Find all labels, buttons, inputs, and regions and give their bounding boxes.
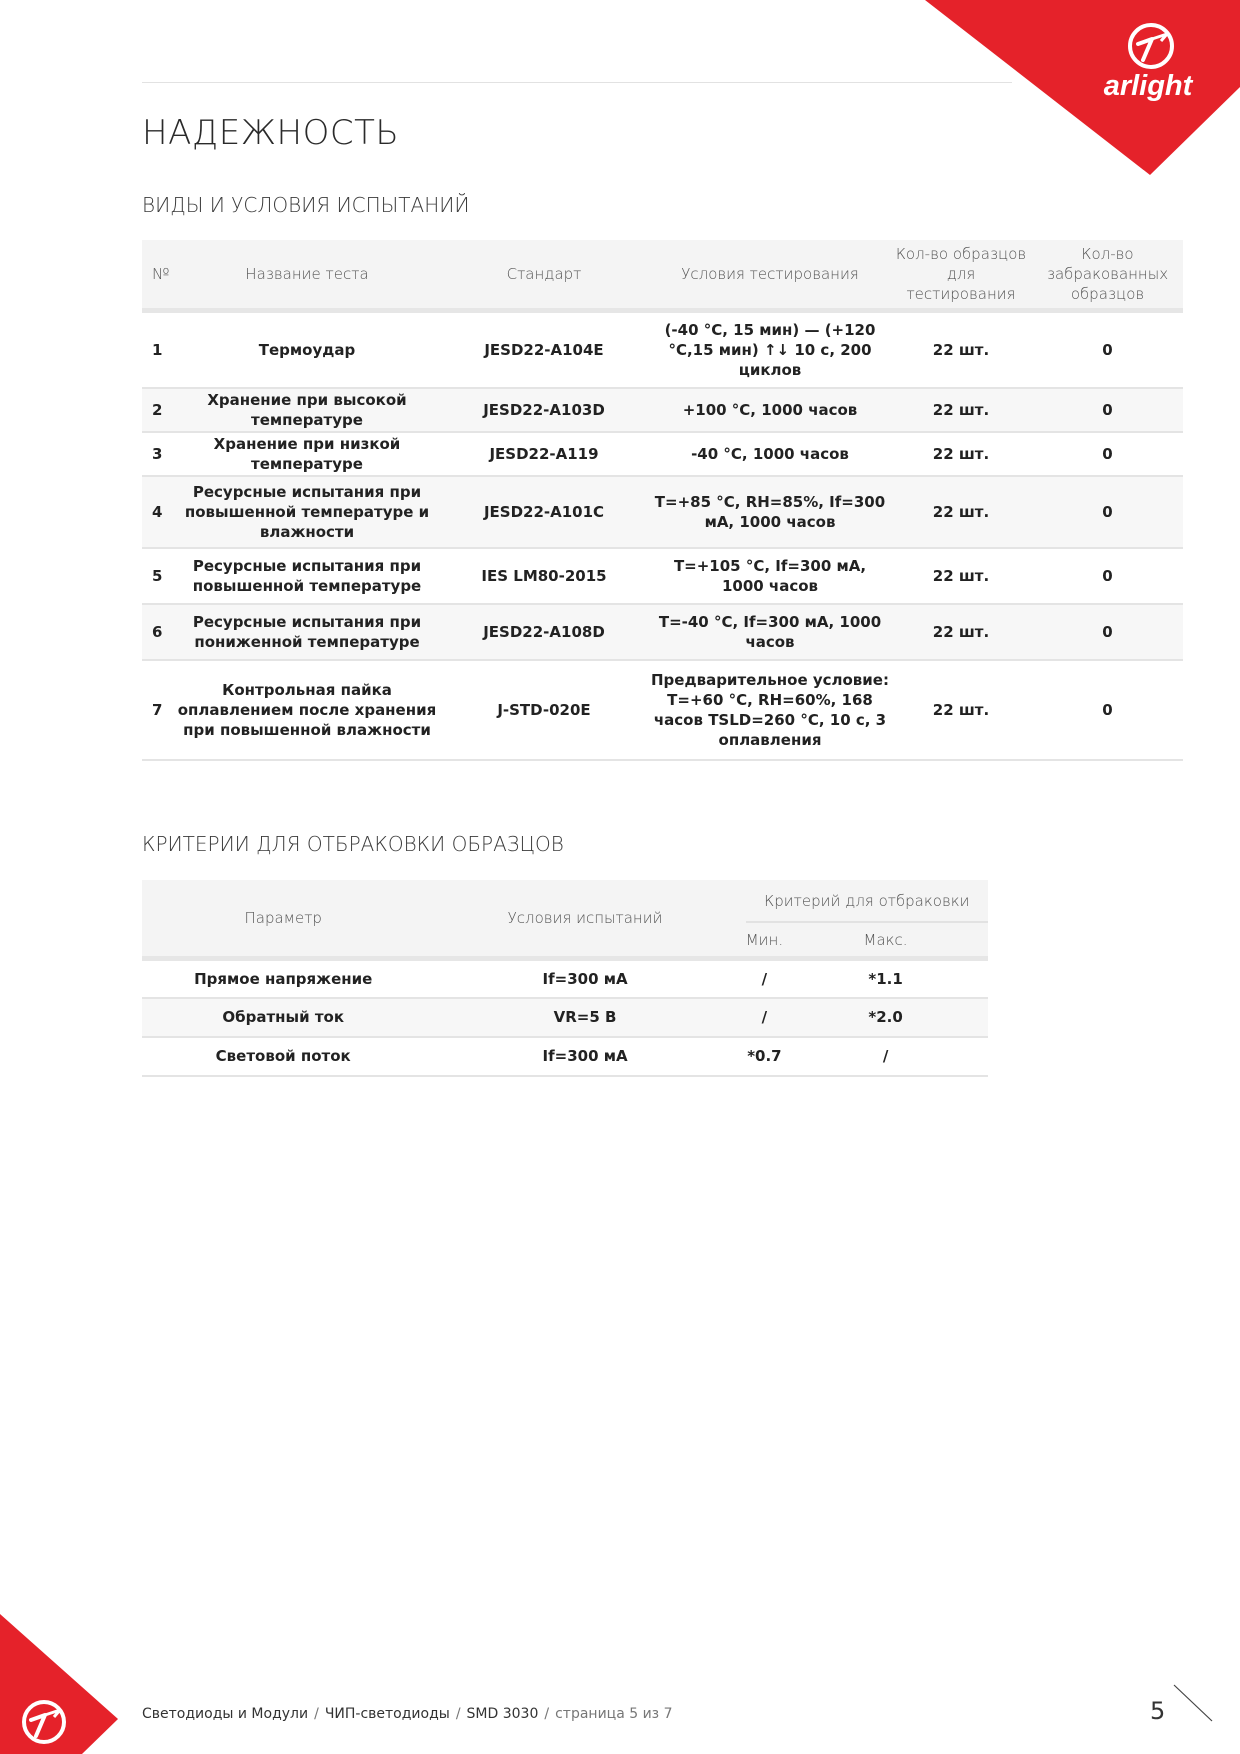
- table-row: [142, 476, 1183, 548]
- cell-number: 3: [152, 445, 163, 463]
- footer-corner-logo: [0, 1614, 120, 1754]
- col-parameter: Параметр: [142, 880, 424, 959]
- cell-samples: 22 шт.: [932, 701, 990, 719]
- cell-samples: 22 шт.: [932, 445, 990, 463]
- criteria-table-header: [142, 880, 988, 922]
- cell-number: 2: [142, 388, 176, 432]
- brand-corner-logo: [920, 0, 1240, 180]
- cell-test-conditions: If=300 мА: [542, 1047, 628, 1065]
- cell-conditions: Предварительное условие: T=+60 °C, RH=60%, 168 часов TSLD=260 °C, 10 с, 3 оплавления: [651, 671, 889, 749]
- cell-max: *1.1: [868, 969, 903, 988]
- col-min: Мин.: [746, 922, 783, 959]
- cell-parameter: Световой поток: [215, 1047, 351, 1065]
- breadcrumb-separator: /: [314, 1706, 319, 1722]
- cell-standard: J-STD-020E: [497, 701, 591, 719]
- cell-conditions: T=-40 °C, If=300 мА, 1000 часов: [650, 604, 890, 660]
- breadcrumb-item[interactable]: ЧИП-светодиоды: [324, 1706, 450, 1722]
- cell-conditions: +100 °C, 1000 часов: [650, 388, 890, 432]
- cell-test-name: Термоудар: [258, 340, 356, 359]
- footer-breadcrumb: [142, 1706, 672, 1722]
- criteria-section-title: КРИТЕРИИ ДЛЯ ОТБРАКОВКИ ОБРАЗЦОВ: [142, 832, 564, 856]
- table-row: [142, 604, 1183, 660]
- cell-rejected: 0: [1032, 388, 1183, 432]
- cell-samples: 22 шт.: [932, 567, 990, 585]
- table-row: [142, 660, 1183, 760]
- cell-min: *0.7: [747, 1047, 782, 1065]
- col-samples: Кол-во образцов для тестирования: [890, 240, 1032, 310]
- cell-samples: 22 шт.: [890, 476, 1032, 548]
- table-row: [142, 388, 1183, 432]
- cell-parameter: Обратный ток: [142, 998, 424, 1037]
- table-row: [142, 959, 988, 998]
- cell-number: 4: [142, 476, 176, 548]
- col-number: №: [142, 240, 176, 310]
- tests-table: [142, 240, 1183, 761]
- cell-number: 1: [152, 340, 163, 359]
- cell-standard: JESD22-A104E: [484, 340, 604, 359]
- cell-samples: 22 шт.: [932, 340, 990, 359]
- cell-conditions: T=+105 °C, If=300 мА, 1000 часов: [673, 557, 867, 595]
- breadcrumb-separator: /: [544, 1706, 550, 1722]
- breadcrumb-item[interactable]: Светодиоды и Модули: [142, 1706, 309, 1722]
- col-rejection-criterion: Критерий для отбраковки: [746, 880, 988, 922]
- col-test-name: Название теста: [176, 240, 438, 310]
- cell-standard: JESD22-A103D: [438, 388, 650, 432]
- cell-standard: IES LM80-2015: [481, 567, 607, 585]
- cell-rejected: 0: [1102, 701, 1113, 719]
- cell-conditions: -40 °C, 1000 часов: [691, 445, 849, 463]
- cell-number: 5: [152, 567, 163, 585]
- cell-samples: 22 шт.: [890, 388, 1032, 432]
- cell-rejected: 0: [1102, 445, 1113, 463]
- page-number: 5: [1150, 1697, 1166, 1725]
- cell-test-name: Хранение при низкой температуре: [213, 435, 401, 473]
- cell-max: *2.0: [783, 998, 988, 1037]
- page-indicator: страница 5 из 7: [555, 1706, 673, 1722]
- cell-rejected: 0: [1032, 604, 1183, 660]
- cell-rejected: 0: [1032, 476, 1183, 548]
- table-row: [142, 310, 1183, 388]
- cell-min: /: [761, 969, 768, 988]
- cell-number: 6: [142, 604, 176, 660]
- cell-standard: JESD22-A119: [489, 445, 599, 463]
- tests-table-header: [142, 240, 1183, 310]
- cell-conditions: (-40 °C, 15 мин) — (+120 °C,15 мин) ↑↓ 10 с, 200 циклов: [664, 320, 876, 379]
- page-title: НАДЕЖНОСТЬ: [142, 113, 400, 153]
- cell-test-name: Ресурсные испытания при повышенной температуре: [192, 557, 422, 595]
- cell-standard: JESD22-A101C: [438, 476, 650, 548]
- cell-rejected: 0: [1102, 340, 1113, 359]
- cell-test-name: Контрольная пайка оплавлением после хранения при повышенной влажности: [177, 681, 437, 739]
- cell-min: /: [746, 998, 783, 1037]
- cell-parameter: Прямое напряжение: [194, 969, 373, 988]
- table-row: [142, 548, 1183, 604]
- col-test-conditions: Условия испытаний: [424, 880, 745, 959]
- cell-standard: JESD22-A108D: [438, 604, 650, 660]
- cell-samples: 22 шт.: [890, 604, 1032, 660]
- col-conditions: Условия тестирования: [650, 240, 890, 310]
- brand-wordmark: arlight: [1103, 70, 1193, 102]
- breadcrumb-item[interactable]: SMD 3030: [466, 1706, 539, 1722]
- col-max: Макс.: [783, 922, 988, 959]
- cell-test-conditions: VR=5 В: [424, 998, 745, 1037]
- cell-test-name: Ресурсные испытания при пониженной температуре: [176, 604, 438, 660]
- breadcrumb-separator: /: [455, 1706, 461, 1722]
- criteria-table: [142, 880, 988, 1077]
- cell-rejected: 0: [1102, 567, 1113, 585]
- page-slash-decoration: [1172, 1683, 1216, 1723]
- table-row: [142, 1037, 988, 1076]
- tests-section-title: ВИДЫ И УСЛОВИЯ ИСПЫТАНИЙ: [142, 193, 470, 217]
- header-rule: [142, 82, 1012, 83]
- cell-test-name: Хранение при высокой температуре: [176, 388, 438, 432]
- table-row: [142, 432, 1183, 476]
- col-rejected: Кол-во забракованных образцов: [1032, 240, 1183, 310]
- cell-conditions: T=+85 °C, RH=85%, If=300 мА, 1000 часов: [650, 476, 890, 548]
- cell-test-conditions: If=300 мА: [542, 969, 628, 988]
- col-standard: Стандарт: [438, 240, 650, 310]
- cell-test-name: Ресурсные испытания при повышенной температуре и влажности: [176, 476, 438, 548]
- cell-number: 7: [152, 701, 163, 719]
- cell-max: /: [882, 1047, 889, 1065]
- table-row: [142, 998, 988, 1037]
